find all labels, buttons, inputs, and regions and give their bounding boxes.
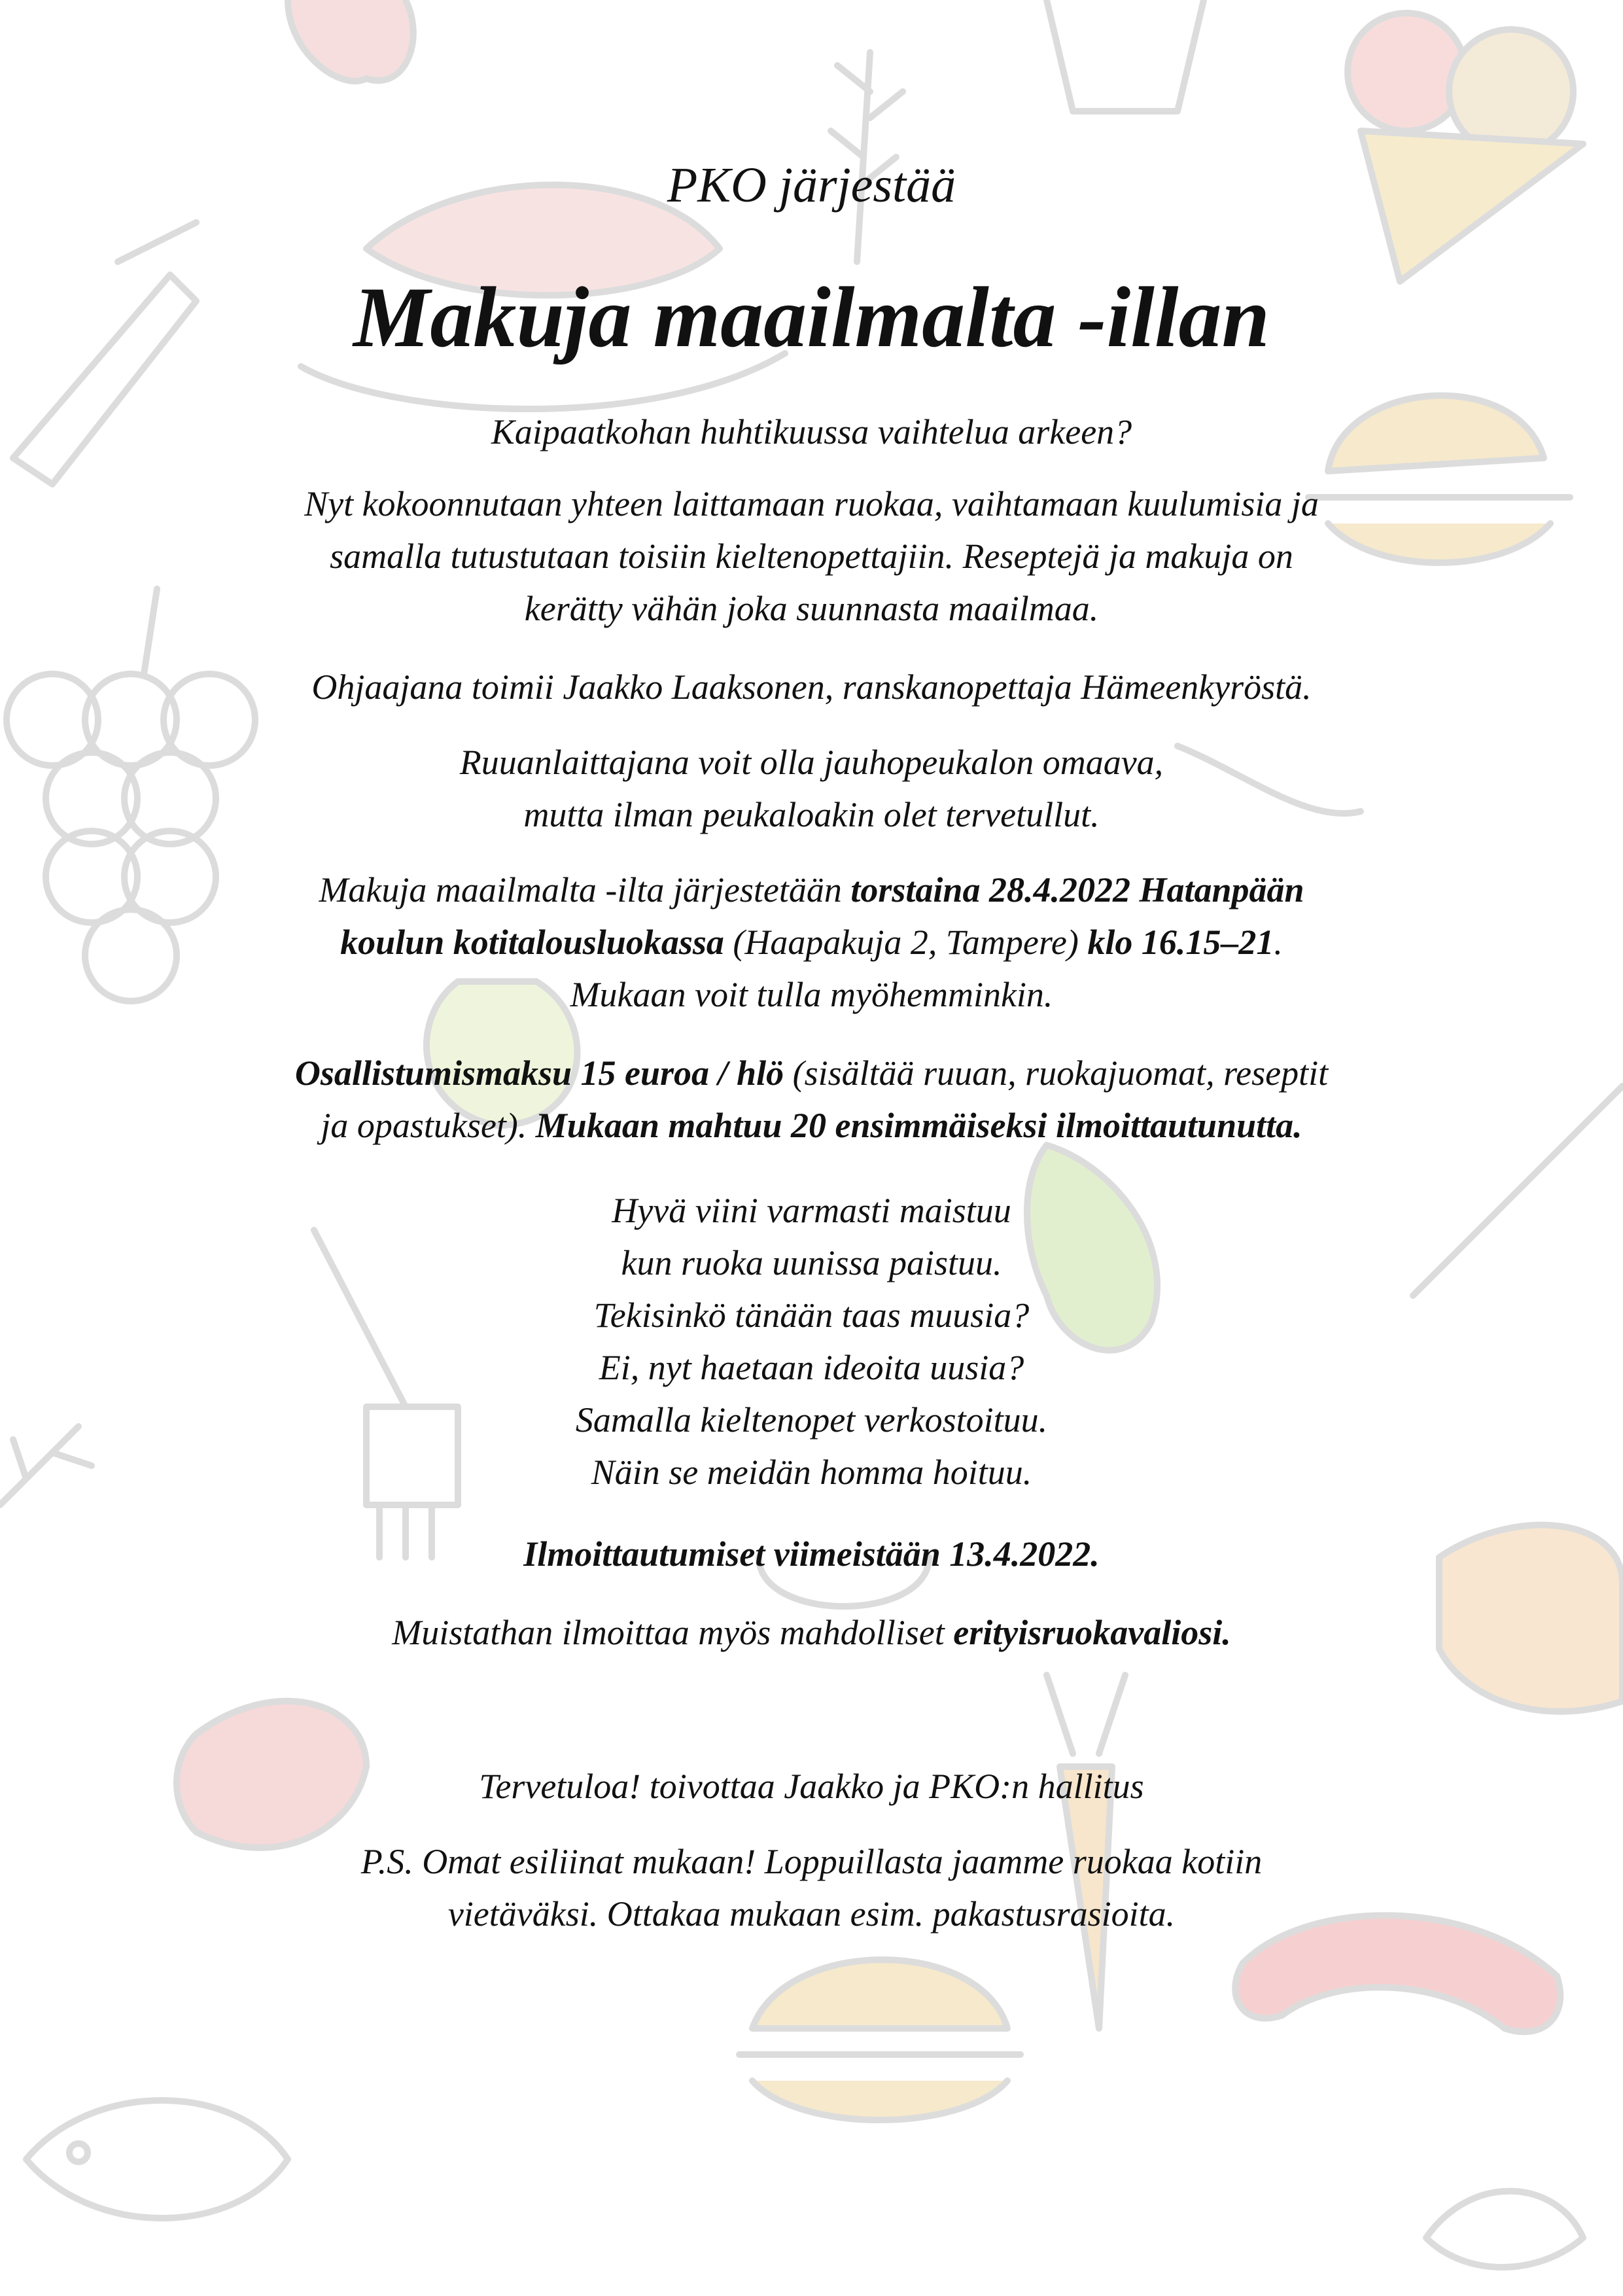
event-time: klo 16.15–21: [1087, 923, 1274, 962]
ps-line: vietäväksi. Ottakaa mukaan esim. pakastusrasioita.: [447, 1894, 1176, 1934]
ps-line: P.S. Omat esiliinat mukaan! Loppuillasta jaamme ruokaa kotiin: [360, 1842, 1263, 1881]
leaf-icon: [1426, 2191, 1583, 2267]
poem-line: Hyvä viini varmasti maistuu: [612, 1191, 1011, 1230]
ice-cream-icon: [1348, 13, 1583, 281]
diet-note-emphasis: erityisruokavaliosi.: [953, 1613, 1231, 1652]
burger-icon: [739, 1960, 1021, 2120]
event-intro: Makuja maailmalta -ilta järjestetään: [319, 870, 851, 910]
instructor-line: Ohjaajana toimii Jaakko Laaksonen, ranskanopettaja Hämeenkyröstä.: [311, 667, 1312, 707]
fee-includes-end: ja opastukset).: [321, 1106, 536, 1145]
late-arrival-note: Mukaan voit tulla myöhemminkin.: [570, 975, 1053, 1014]
poem-line: Ei, nyt haetaan ideoita uusia?: [599, 1348, 1024, 1387]
fee-paragraph: [131, 1047, 1492, 1152]
fee-includes: (sisältää ruuan, ruokajuomat, reseptit: [784, 1053, 1329, 1093]
poem-line: kun ruoka uunissa paistuu.: [621, 1243, 1002, 1282]
fish-icon: [26, 2100, 288, 2218]
cooks-line: Ruuanlaittajana voit olla jauhopeukalon omaava,: [459, 743, 1164, 782]
description-line: kerätty vähän joka suunnasta maailmaa.: [524, 589, 1099, 628]
page-heading: PKO järjestää: [667, 158, 956, 213]
event-period: .: [1274, 923, 1283, 962]
poem-line: Näin se meidän homma hoituu.: [591, 1453, 1032, 1492]
diet-note: [131, 1606, 1492, 1659]
deadline-text: Ilmoittautumiset viimeistään 13.4.2022.: [523, 1534, 1100, 1574]
cooks-paragraph: [131, 736, 1492, 841]
event-place: koulun kotitalousluokassa: [340, 923, 724, 962]
intro-line: Kaipaatkohan huhtikuussa vaihtelua arkeen?: [491, 412, 1132, 451]
cooks-line: mutta ilman peukaloakin olet tervetullut.: [523, 795, 1100, 834]
capacity-note: Mukaan mahtuu 20 ensimmäiseksi ilmoittautunutta.: [535, 1106, 1302, 1145]
page-title: Makuja maailmalta -illan: [353, 269, 1270, 365]
fee-amount: Osallistumismaksu 15 euroa / hlö: [294, 1053, 784, 1093]
registration-deadline: [131, 1528, 1492, 1580]
welcome-line: Tervetuloa! toivottaa Jaakko ja PKO:n hallitus: [479, 1767, 1144, 1806]
event-address: (Haapakuja 2, Tampere): [724, 923, 1088, 962]
description-paragraph: [131, 478, 1492, 635]
ps-paragraph: [131, 1835, 1492, 1940]
glass-icon: [1047, 0, 1204, 111]
poem-line: Tekisinkö tänään taas muusia?: [593, 1296, 1030, 1335]
herb-icon: [0, 1426, 92, 1505]
description-line: samalla tutustutaan toisiin kieltenopettajiin. Reseptejä ja makuja on: [330, 537, 1293, 576]
diet-note-text: Muistathan ilmoittaa myös mahdolliset: [392, 1613, 954, 1652]
apple-icon: [288, 0, 413, 81]
poem: [131, 1184, 1492, 1498]
poem-line: Samalla kieltenopet verkostoituu.: [575, 1400, 1048, 1439]
event-paragraph: [131, 864, 1492, 1021]
event-date: torstaina 28.4.2022 Hatanpään: [850, 870, 1304, 910]
description-line: Nyt kokoonnutaan yhteen laittamaan ruokaa, vaihtamaan kuulumisia ja: [304, 484, 1319, 523]
